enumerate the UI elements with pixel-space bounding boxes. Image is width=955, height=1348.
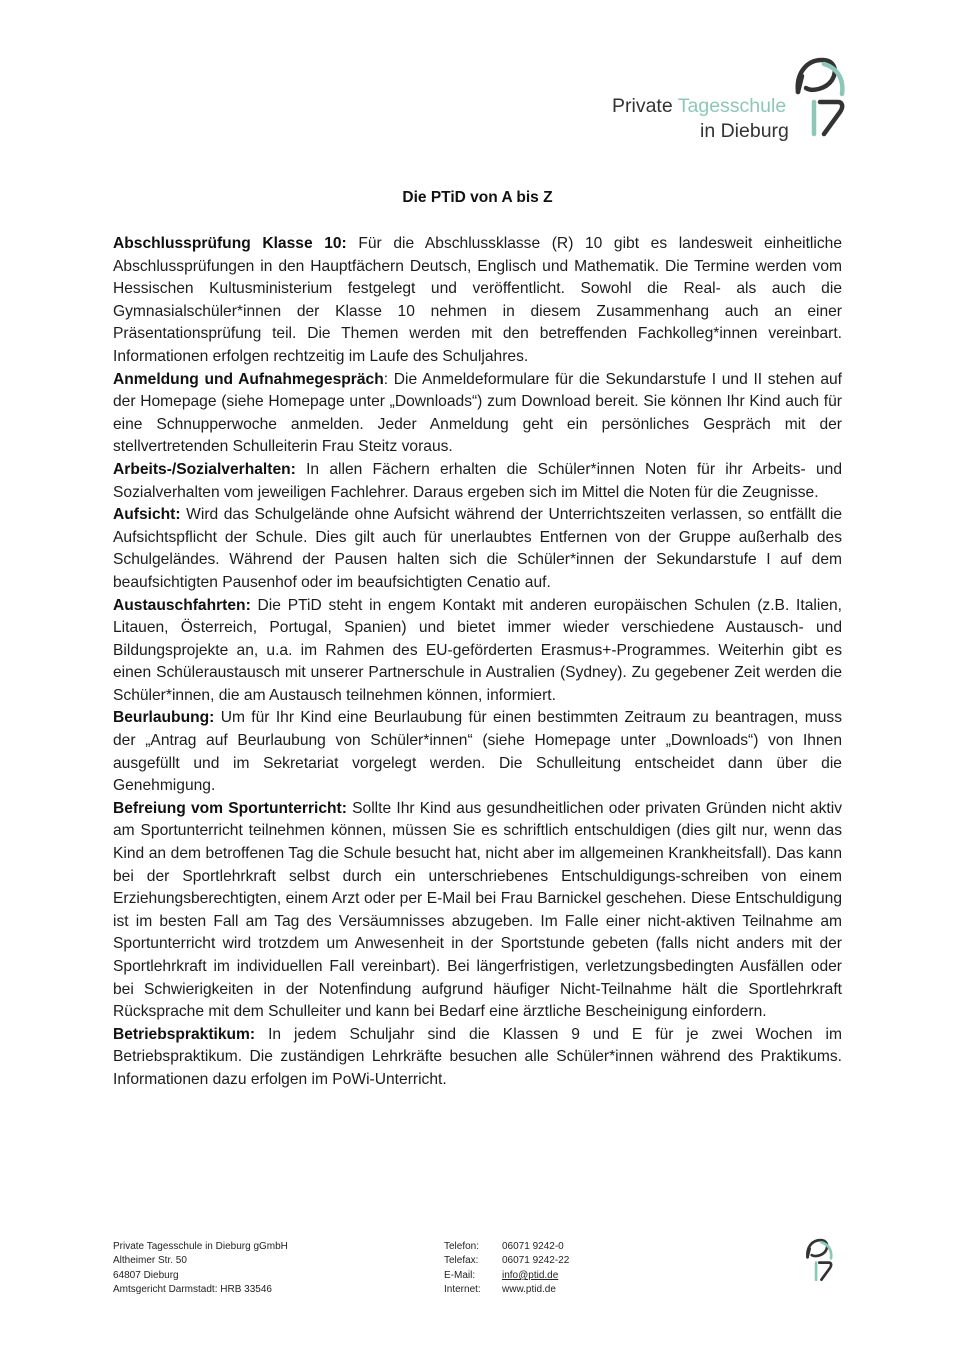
entry-term: Anmeldung und Aufnahmegespräch [113,370,384,388]
entry-befreiung-sport [113,798,842,1024]
entry-text: Wird das Schulgelände ohne Aufsicht während der Unterrichtszeiten verlassen, so entfällt die Aufsichtspflicht der Schule. Dies gilt auch für unerlaubtes Entfernen von der Gruppe außerhalb des Schulgeländes. Während der Pausen halten sich die Schüler*innen der Sekundarstufe I auf dem beaufsichtigten Pausenhof oder im beaufsichtigten Cenatio auf. [113,506,842,591]
footer-fax: 06071 9242-22 [502,1255,570,1267]
entry-text: Um für Ihr Kind eine Beurlaubung für einen bestimmten Zeitraum zu beantragen, muss der „Antrag auf Beurlaubung von Schüler*innen“ (siehe Homepage unter „Downloads“) von Ihnen ausgefüllt und im Sekretariat vorgelegt werden. Die Schulleitung entscheidet dann über die Genehmigung. [113,709,842,795]
footer-email-label: E-Mail: [444,1269,476,1281]
entry-anmeldung [113,369,842,459]
footer-web-link[interactable]: www.ptid.de [502,1284,556,1296]
footer-street: Altheimer Str. 50 [113,1255,187,1267]
logo-text-private: Private [612,95,678,117]
footer-phone-row [444,1240,674,1254]
footer-email-link[interactable]: info@ptid.de [502,1269,559,1281]
header-logo [612,56,847,146]
entry-term: Arbeits-/Sozialverhalten: [113,460,296,478]
entry-term: Befreiung vom Sportunterricht: [113,799,347,817]
footer-web-label: Internet: [444,1284,481,1296]
footer-phone-label: Telefon: [444,1241,480,1252]
entry-term: Betriebspraktikum: [113,1025,256,1043]
entry-betriebspraktikum [113,1024,842,1092]
footer-web-row [444,1283,674,1297]
entry-text: In allen Fächern erhalten die Schüler*innen Noten für ihr Arbeits- und Sozialverhalten vom jeweiligen Fachlehrer. Daraus ergeben sich im Mittel die Noten für die Zeugnisse. [113,460,842,501]
entry-text: Für die Abschlussklasse (R) 10 gibt es landesweit einheitliche Abschlussprüfungen in den Hauptfächern Deutsch, Englisch und Mathematik. Die Termine werden vom Hessischen Kultusministerium festgelegt und veröffentlicht. Sowohl die Real- als auch die Gymnasialschüler*innen der Klasse 10 nehmen in diesem Zusammenhang auch an einer Präsentationsprüfung teil. Die Themen werden mit den betreffenden Fachkolleg*innen vereinbart. Informationen erfolgen rechtzeitig im Laufe des Schuljahres. [113,235,843,365]
page-title: Die PTiD von A bis Z [402,189,553,206]
footer-court: Amtsgericht Darmstadt: HRB 33546 [113,1284,272,1296]
entry-aufsicht [113,504,842,594]
entry-abschlusspruefung [113,233,842,369]
footer-address [113,1240,413,1298]
footer-contact [444,1240,674,1298]
entry-text: : Die Anmeldeformulare für die Sekundarstufe I und II stehen auf der Homepage (siehe Homepage unter „Downloads“) zum Download bereit. Sie können Ihr Kind auch für eine Schnupperwoche anmelden. Jeder Anmeldung geht ein persönliches Gespräch mit der stellvertretenden Schulleiterin Frau Steitz voraus. [113,370,842,456]
logo-text-tagesschule: Tagesschule [677,95,787,117]
entry-austauschfahrten [113,595,842,708]
footer-city: 64807 Dieburg [113,1269,179,1281]
entry-beurlaubung [113,707,842,797]
logo-text-dieburg: in Dieburg [700,120,789,142]
entry-text: Die PTiD steht in engem Kontakt mit anderen europäischen Schulen (z.B. Italien, Litauen, Österreich, Portugal, Spanien) und bietet immer wieder verschiedene Austausch- und Bildungsprojekte an, u.a. im Rahmen des EU-geförderten Erasmus+-Programmes. Weiterhin gibt es einen Schüleraustausch mit unserer Partnerschule in Australien (Sydney). Zu gegebener Zeit werden die Schüler*innen, die am Austausch teilnehmen können, informiert. [113,596,842,704]
entry-term: Abschlussprüfung Klasse 10: [113,235,347,252]
entry-arbeits-sozialverhalten [113,459,842,504]
footer-company: Private Tagesschule in Dieburg gGmbH [113,1241,288,1252]
entry-term: Austauschfahrten: [113,596,251,614]
footer-fax-label: Telefax: [444,1255,479,1267]
footer-fax-row [444,1254,674,1268]
entry-term: Beurlaubung: [113,709,215,727]
document-body [113,233,842,1092]
ptid-logo-icon [792,56,847,142]
entry-text: Sollte Ihr Kind aus gesundheitlichen oder privaten Gründen nicht aktiv am Sportunterricht teilnehmen können, müssen Sie es schriftlich entschuldigen (dies gilt nur, wenn das Kind an dem betroffenen Tag die Schule besucht hat, nicht aber im allgemeinen Krankheitsfall). Das kann bei der Sportlehrkraft selbst durch ein unterschriebenes Entschuldigungs-schreiben von einem Erziehungsberechtigten, einem Arzt oder per E-Mail bei Frau Barnickel geschehen. Diese Entschuldigung ist im besten Fall am Tag des Versäumnisses abzugeben. Im Falle einer nicht-aktiven Teilnahme am Sportunterricht wird trotzdem um Anwesenheit in der Sportstunde gebeten (falls nicht anders mit der Sportlehrkraft im individuellen Fall vereinbart). Bei längerfristigen, verletzungsbedingten Ausfällen oder bei Schwierigkeiten in der Notenfindung aufgrund häufiger Nicht-Teilnahme hält die Sportlehrkraft Rücksprache mit dem Schulleiter und kann bei Bedarf eine ärztliche Bescheinigung einfordern. [113,799,842,1021]
footer-phone: 06071 9242-0 [502,1241,564,1252]
entry-term: Aufsicht: [113,506,181,524]
entry-text: In jedem Schuljahr sind die Klassen 9 und E für je zwei Wochen im Betriebspraktikum. Die zuständigen Lehrkräfte besuchen alle Schüler*innen während des Praktikums. Informationen dazu erfolgen im PoWi-Unterricht. [113,1025,842,1088]
footer-email-row [444,1269,674,1283]
footer-logo-icon [796,1238,842,1284]
logo-wordmark [612,94,789,144]
